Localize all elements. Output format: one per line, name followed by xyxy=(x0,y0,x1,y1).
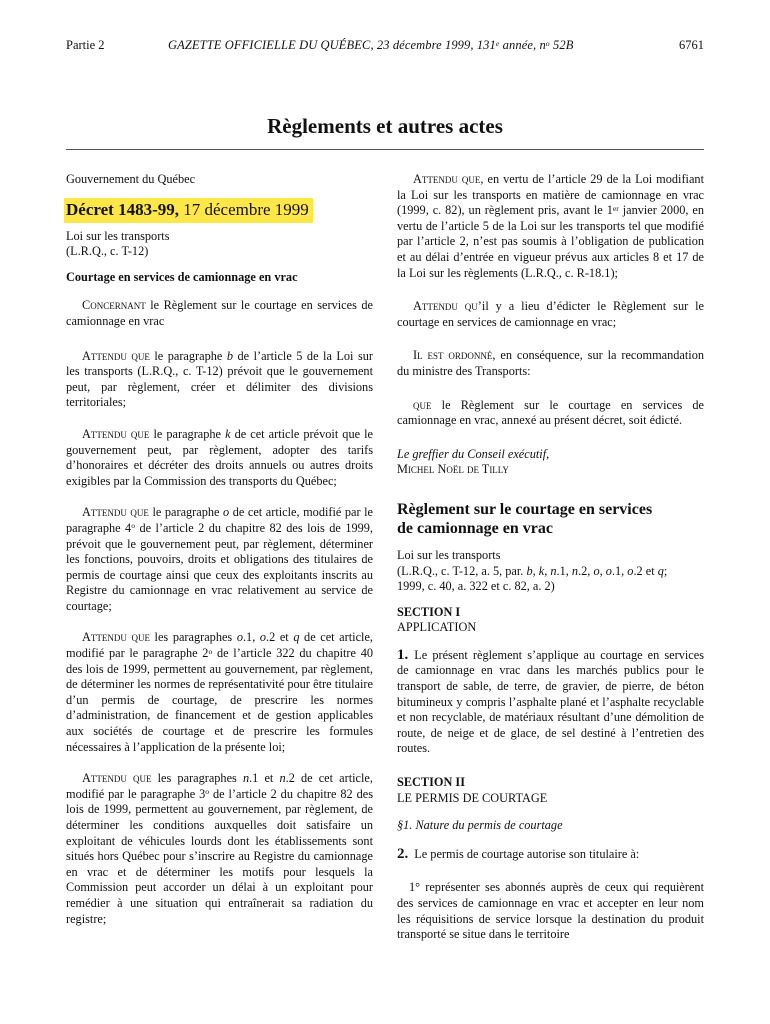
section-1-name: APPLICATION xyxy=(397,620,477,635)
signature-name: Michel Noël de Tilly xyxy=(397,462,509,477)
header-part: Partie 2 xyxy=(66,38,105,52)
header-journal-title: GAZETTE OFFICIELLE DU QUÉBEC, 23 décembre 1999, 131e année, $n^o$ 52B xyxy=(168,38,574,52)
right-column xyxy=(397,172,704,943)
attendu-paragraph-b: Attendu que le paragraphe b de l’article 5 de la Loi sur les transports (L.R.Q., c. T-12) prévoit que le gouvernement peut, par règlement, créer et délimiter des divisions territoriales; xyxy=(66,348,373,410)
law-reference: (L.R.Q., c. T-12) xyxy=(66,244,149,259)
attendu-paragraph-article-29: Attendu que, en vertu de l’article 29 de la Loi modifiant la Loi sur les transports en matière de camionnage en vrac (1999, c. 82), un règlement pris, avant le 1er janvier 2000, en vertu de l’article 5 de la Loi sur les transports tel que modifié par l’article 2, n’est pas soumis à l’obligation de publication et au délai d’entrée en vigueur prévus aux articles 8 et 17 de la Loi sur les règlements (L.R.Q., c. R-18.1); xyxy=(397,172,704,280)
section-1-heading: SECTION I xyxy=(397,604,461,619)
signature-title: Le greffier du Conseil exécutif, xyxy=(397,446,550,461)
section-2-name: LE PERMIS DE COURTAGE xyxy=(397,790,548,805)
attendu-paragraph-k: Attendu que le paragraphe k de cet article prévoit que le gouvernement peut, par règlement, adopter des tarifs d’honoraires et décréter des droits annuels ou autres droits exigibles par la Commission des transports du Québec; xyxy=(66,426,373,488)
concernant-paragraph: Concernant le Règlement sur le courtage en services de camionnage en vrac xyxy=(66,298,373,328)
page-title: Règlements et autres actes xyxy=(267,114,503,138)
regulation-law-reference: Loi sur les transports (L.R.Q., c. T-12, a. 5, par. b, k, n.1, n.2, o, o.1, o.2 et q; 1999, c. 40, a. 322 et c. 82, a. 2) xyxy=(397,547,668,594)
attendu-paragraph-o1-o2-q: Attendu que les paragraphes o.1, o.2 et q de cet article, modifié par le paragraphe 2$^o$ de l’article 322 du chapitre 40 des lois de 1999, permettent au gouvernement, par règlement, de déterminer les normes de représentativité pour être titulaire d’un permis de courtage, de prescrire les normes d’administration, de financement et de gestion applicables aux sociétés de courtage et de prescrire les formules nécessaires à l’application de la présente loi; xyxy=(66,630,373,754)
attendu-paragraph-o: Attendu que le paragraphe o de cet article, modifié par le paragraphe 4$^o$ de l’article 2 du chapitre 82 des lois de 1999, prévoit que le gouvernement peut, par règlement, déterminer les fonctions, pouvoirs, droits et obligations des titulaires de permis de courtage ainsi que ceux des exploitants inscrits au Registre du camionnage en vrac relativement au service de courtage; xyxy=(66,505,374,613)
decree-date: 17 décembre 1999 xyxy=(178,199,309,219)
title-divider xyxy=(66,149,704,150)
government-label: Gouvernement du Québec xyxy=(66,172,196,186)
edicte-paragraph: que le Règlement sur le courtage en services de camionnage en vrac, annexé au présent décret, soit édicté. xyxy=(397,397,704,428)
article-2-item-1: 1° représenter ses abonnés auprès de ceux qui requièrent des services de camionnage en vrac et accepter en leur nom les réquisitions de service lorsque la destination du produit transporté se situe dans le territoire xyxy=(397,880,704,942)
article-1: 1. Le présent règlement s’applique au courtage en services de camionnage en vrac dans les marchés publics pour le transport de sable, de terre, de gravier, de pierre, de béton bitumineux y compris l’asphalte plané et l’asphalte recyclable et non recyclable, de matériaux résultant d’une démolition de route, de neige et de glace, de sel destiné à l’entretien des routes. xyxy=(397,646,704,756)
ordonne-paragraph: Il est ordonné, en conséquence, sur la recommandation du ministre des Transports: xyxy=(397,348,704,378)
decree-subject: Courtage en services de camionnage en vrac xyxy=(66,269,298,284)
left-column xyxy=(66,172,373,927)
law-name: Loi sur les transports xyxy=(66,228,170,243)
article-2: 2. Le permis de courtage autorise son titulaire à: xyxy=(397,845,640,862)
section-2-heading: SECTION II xyxy=(397,775,465,790)
decree-highlight xyxy=(64,198,313,223)
attendu-paragraph-n1-n2: Attendu que les paragraphes n.1 et n.2 de cet article, modifié par le paragraphe 3$^o$ de l’article 2 du chapitre 82 des lois de 1999, permettent au gouvernement, par règlement, de déterminer les conditions auxquelles doit satisfaire un exploitant de véhicules lourds dont les établissements sont situés hors Québec pour s’inscrire au Registre du camionnage en vrac et de déterminer les motifs pour lesquels la Commission peut accorder un délai à un exploitant pour remédier à une situation qui entraînerait sa radiation du registre; xyxy=(66,771,373,926)
subsection-1-heading: §1. Nature du permis de courtage xyxy=(397,818,563,833)
header-page-number: 6761 xyxy=(679,38,704,52)
attendu-paragraph-edicter: Attendu qu’il y a lieu d’édicter le Règlement sur le courtage en services de camionnage en vrac; xyxy=(397,299,704,329)
regulation-title: Règlement sur le courtage en services de camionnage en vrac xyxy=(397,500,653,537)
decree-number: Décret 1483-99, xyxy=(66,199,179,219)
